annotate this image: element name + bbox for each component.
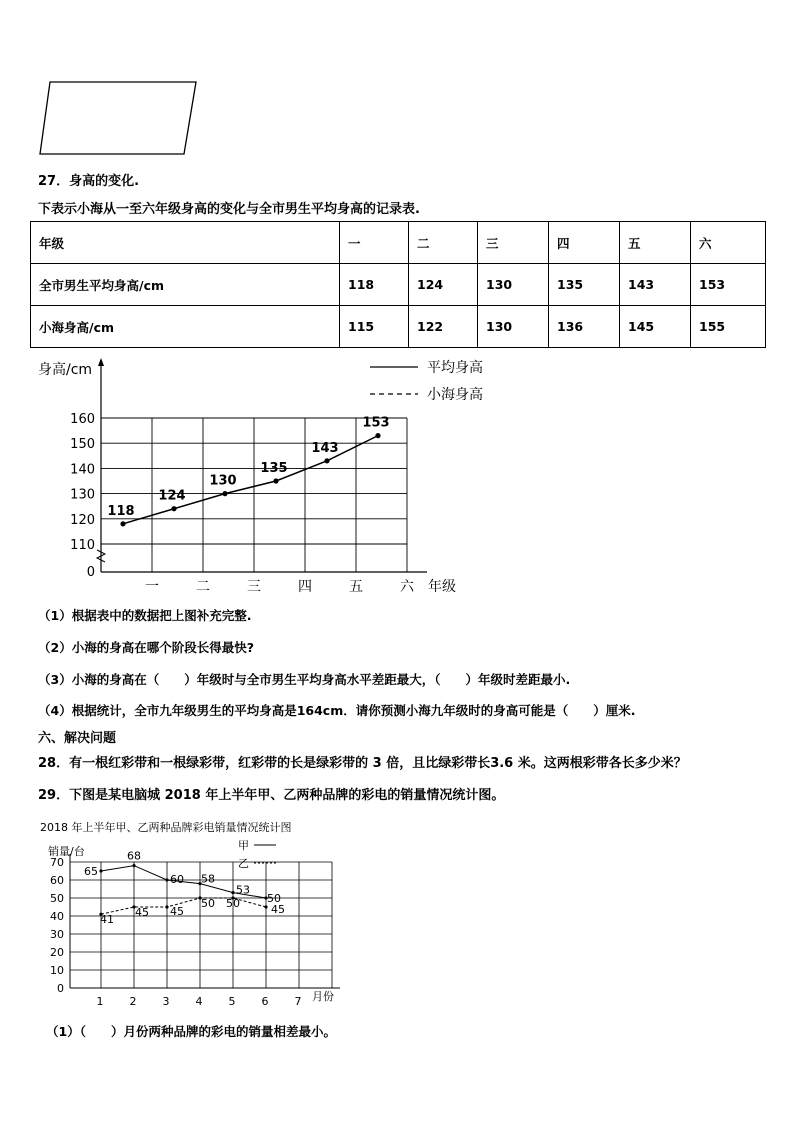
- table-row: [31, 306, 766, 348]
- data-label: 50: [267, 892, 281, 905]
- x-tick-label: 5: [228, 995, 236, 1005]
- table-cell: 年级: [31, 222, 340, 264]
- data-point: [222, 491, 227, 496]
- data-label: 50: [226, 897, 240, 910]
- y-tick-label: 50: [50, 892, 64, 905]
- x-tick-label: 3: [162, 995, 170, 1005]
- table-row: [31, 264, 766, 306]
- data-label: 53: [236, 883, 250, 897]
- x-tick-label: 2: [129, 995, 137, 1005]
- x-tick-label: 四: [298, 579, 312, 595]
- table-cell: 143: [620, 264, 691, 306]
- data-label: 45: [135, 906, 149, 919]
- axis-break-mark: [97, 550, 105, 562]
- height-record-table: [30, 221, 766, 348]
- data-point: [165, 878, 168, 881]
- x-tick-label: 一: [145, 579, 159, 595]
- table-cell: 二: [409, 222, 478, 264]
- tv-sales-line-chart: [30, 815, 360, 1005]
- data-label: 118: [107, 503, 135, 519]
- data-point: [375, 433, 380, 438]
- x-tick-label: 三: [247, 579, 261, 595]
- q28-text: 28．有一根红彩带和一根绿彩带，红彩带的长是绿彩带的 3 倍，且比绿彩带长3.6 米。这两根彩带各长多少米？: [38, 756, 687, 771]
- data-label: 58: [201, 872, 215, 886]
- q27-intro: 下表示小海从一至六年级身高的变化与全市男生平均身高的记录表.: [38, 202, 420, 217]
- y-tick-label: 130: [70, 487, 95, 503]
- data-label: 45: [271, 903, 285, 916]
- x-tick-label: 7: [294, 995, 302, 1005]
- table-cell: 122: [409, 306, 478, 348]
- legend-label: 甲: [238, 839, 249, 852]
- y-tick-label: 0: [86, 565, 95, 580]
- y-tick-label: 110: [70, 538, 95, 553]
- data-label: 60: [170, 873, 184, 886]
- data-label: 50: [201, 897, 215, 910]
- y-tick-label: 10: [50, 964, 64, 977]
- q27-sub-2: （2）小海的身高在哪个阶段长得最快?: [38, 640, 254, 655]
- table-cell: 小海身高/cm: [31, 306, 340, 348]
- y-tick-label: 120: [70, 512, 95, 528]
- chart-title: 2018 年上半年甲、乙两种品牌彩电销量情况统计图: [40, 821, 292, 834]
- table-cell: 三: [478, 222, 549, 264]
- x-tick-label: 五: [349, 579, 363, 595]
- y-tick-label: 150: [70, 437, 95, 453]
- y-axis-label: 销量/台: [48, 845, 85, 858]
- y-tick-label: 160: [70, 412, 95, 427]
- data-point: [165, 905, 168, 908]
- table-cell: 118: [340, 264, 409, 306]
- x-axis-label: 月份: [312, 990, 334, 1003]
- table-cell: 一: [340, 222, 409, 264]
- q27-sub-3: （3）小海的身高在（ ）年级时与全市男生平均身高水平差距最大，（ ）年级时差距最小.: [38, 672, 571, 687]
- table-row: [31, 222, 766, 264]
- data-point: [231, 891, 234, 894]
- table-cell: 六: [691, 222, 766, 264]
- table-cell: 136: [549, 306, 620, 348]
- q27-sub-1: （1）根据表中的数据把上图补充完整.: [38, 608, 252, 623]
- table-cell: 155: [691, 306, 766, 348]
- data-label: 68: [127, 849, 141, 863]
- series-line-average: [123, 436, 378, 524]
- table-cell: 五: [620, 222, 691, 264]
- y-tick-label: 70: [50, 856, 64, 869]
- x-tick-label: 二: [196, 579, 210, 595]
- parallelogram-figure: [38, 78, 202, 158]
- x-tick-label: 4: [195, 995, 203, 1005]
- data-point: [120, 521, 125, 526]
- data-label: 41: [100, 913, 114, 927]
- data-point: [171, 506, 176, 511]
- y-tick-label: 30: [50, 928, 64, 941]
- y-tick-label: 20: [50, 946, 64, 959]
- legend-label: 小海身高: [427, 387, 483, 403]
- table-cell: 130: [478, 264, 549, 306]
- y-tick-label: 60: [50, 874, 64, 887]
- y-tick-label: 0: [57, 982, 64, 995]
- q29-sub-1: （1）（ ）月份两种品牌的彩电的销量相差最小。: [46, 1024, 336, 1039]
- table-cell: 153: [691, 264, 766, 306]
- data-label: 45: [170, 905, 184, 918]
- data-label: 124: [158, 488, 186, 504]
- table-cell: 124: [409, 264, 478, 306]
- section-heading: 六、解决问题: [38, 731, 117, 746]
- data-label: 130: [209, 473, 237, 489]
- data-point: [99, 869, 102, 872]
- table-cell: 145: [620, 306, 691, 348]
- q29-text: 29．下图是某电脑城 2018 年上半年甲、乙两种品牌的彩电的销量情况统计图。: [38, 788, 505, 803]
- data-label: 153: [362, 415, 390, 431]
- y-tick-label: 40: [50, 910, 64, 923]
- table-cell: 130: [478, 306, 549, 348]
- q27-sub-4: （4）根据统计，全市九年级男生的平均身高是164cm．请你预测小海九年级时的身高可能是（ ）厘米.: [38, 703, 636, 718]
- y-axis-label: 身高/cm: [38, 362, 93, 378]
- x-axis-label: 年级: [428, 579, 456, 595]
- x-tick-label: 六: [400, 579, 414, 595]
- table-cell: 四: [549, 222, 620, 264]
- y-tick-label: 140: [70, 462, 95, 478]
- x-tick-label: 1: [96, 995, 104, 1005]
- x-tick-label: 6: [261, 995, 269, 1005]
- y-axis-arrow: [98, 358, 104, 366]
- data-label: 65: [84, 865, 98, 878]
- data-point: [132, 864, 135, 867]
- data-label: 143: [311, 440, 339, 456]
- height-line-chart: [30, 352, 500, 602]
- legend-label: 乙: [238, 857, 249, 870]
- data-point: [324, 458, 329, 463]
- table-cell: 全市男生平均身高/cm: [31, 264, 340, 306]
- data-point: [273, 478, 278, 483]
- table-cell: 115: [340, 306, 409, 348]
- data-label: 135: [260, 461, 288, 476]
- data-point: [264, 905, 267, 908]
- q27-title: 27．身高的变化.: [38, 174, 140, 189]
- table-cell: 135: [549, 264, 620, 306]
- legend-label: 平均身高: [427, 360, 483, 376]
